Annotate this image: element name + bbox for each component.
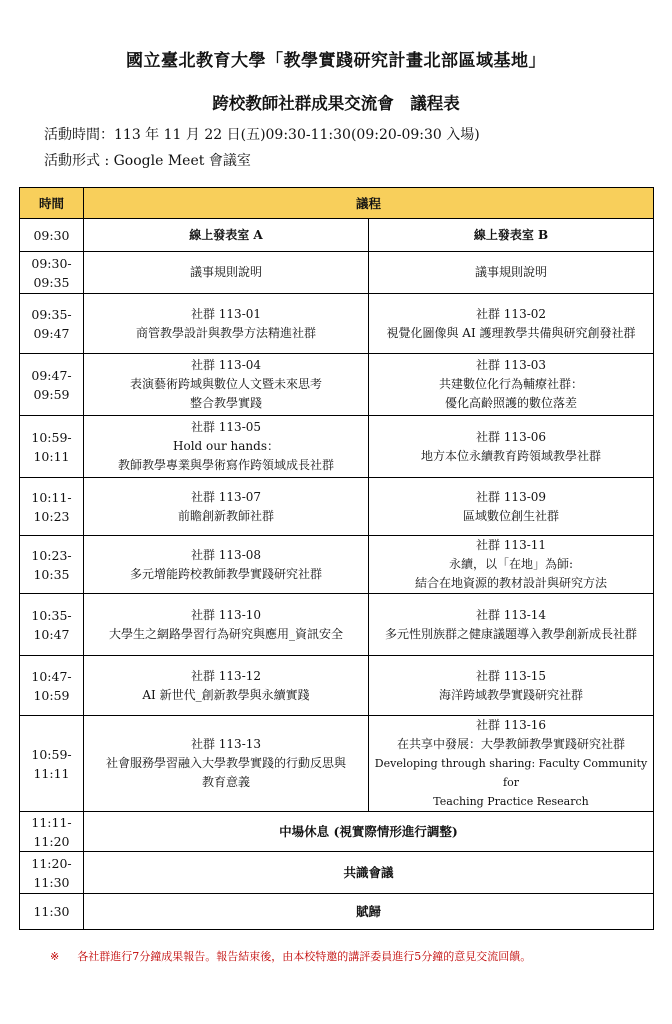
time-cell [20, 594, 84, 656]
cell-line: 社群 113-14 [475, 607, 547, 622]
cell-line: 10:47- [31, 668, 72, 684]
cell-line: 11:11- [31, 814, 72, 830]
cell-line: 社群 113-04 [190, 358, 262, 372]
cell-line: 視覺化圖像與 AI 護理教學共備與研究創發社群 [386, 325, 636, 340]
cell-line: 11:30 [33, 904, 70, 919]
room-a-cell [84, 716, 369, 812]
cell-line: 線上發表室 A [189, 227, 263, 242]
cell-line: 09:30- [31, 255, 72, 271]
cell-line: 表演藝術跨域與數位人文暨未來思考 [129, 377, 322, 391]
time-cell [20, 219, 84, 252]
cell-line: 社群 113-01 [190, 306, 262, 321]
cell-line: 10:11- [31, 489, 72, 505]
table-row [20, 252, 654, 294]
room-b-cell [369, 219, 654, 252]
room-b-cell [369, 716, 654, 812]
cell-line: 海洋跨域教學實踐研究社群 [439, 687, 584, 702]
cell-line: 11:11 [33, 765, 70, 781]
cell-line: 11:20 [33, 833, 70, 849]
room-b-cell [369, 594, 654, 656]
table-row [20, 416, 654, 478]
room-a-cell [84, 354, 369, 416]
cell-line: 商管教學設計與教學方法精進社群 [135, 325, 316, 340]
cell-line: 優化高齡照護的數位落差 [445, 396, 578, 410]
cell-line: 議事規則說明 [475, 265, 548, 279]
cell-line: 結合在地資源的教材設計與研究方法 [415, 576, 608, 590]
document-subtitle: 跨校教師社群成果交流會 議程表 [212, 94, 460, 113]
cell-line: 社群 113-02 [475, 306, 547, 321]
full-width-agenda-cell: 共識會議 [84, 852, 654, 894]
cell-line: Hold our hands： [173, 439, 279, 453]
cell-line: 09:35- [31, 306, 72, 322]
time-cell [20, 354, 84, 416]
cell-line: Developing through sharing: Faculty Community for [374, 757, 648, 789]
cell-line: 社群 113-10 [190, 607, 262, 622]
room-a-cell [84, 294, 369, 354]
time-cell [20, 716, 84, 812]
document-title: 國立臺北教育大學「教學實踐研究計畫北部區域基地」 [126, 51, 546, 71]
cell-line: 10:23- [31, 547, 72, 563]
room-b-cell [369, 354, 654, 416]
cell-line: 區域數位創生社群 [463, 508, 560, 523]
cell-line: 社群 113-03 [475, 358, 547, 372]
cell-line: 10:47 [33, 626, 70, 642]
time-cell [20, 812, 84, 852]
cell-line: 社群 113-16 [475, 718, 547, 732]
cell-line: 09:47 [33, 325, 70, 341]
cell-line: 社群 113-08 [190, 547, 262, 562]
room-b-cell [369, 656, 654, 716]
cell-line: 教育意義 [201, 775, 250, 789]
cell-line: 社群 113-11 [475, 538, 547, 552]
cell-line: 09:30 [33, 227, 70, 243]
table-row [20, 294, 654, 354]
cell-line: 10:11 [33, 448, 70, 464]
table-row [20, 894, 654, 930]
cell-line: 社群 113-15 [475, 668, 547, 683]
cell-line: 議事規則說明 [189, 265, 262, 279]
table-header-row [20, 188, 654, 219]
cell-line: 10:59- [31, 746, 72, 762]
room-a-cell [84, 478, 369, 536]
cell-line: 社群 113-09 [475, 489, 547, 504]
cell-line: 在共享中發展：大學教師教學實踐研究社群 [397, 737, 626, 751]
cell-line: Teaching Practice Research [433, 795, 589, 808]
room-a-cell [84, 656, 369, 716]
cell-line: 10:59- [31, 429, 72, 445]
time-cell [20, 656, 84, 716]
cell-line: 多元增能跨校教師教學實踐研究社群 [129, 566, 322, 581]
full-width-agenda-cell: 中場休息 (視實際情形進行調整) [84, 812, 654, 852]
cell-line: 永續，以「在地」為師: [448, 557, 574, 571]
cell-line: 09:47- [31, 367, 72, 383]
room-a-cell [84, 594, 369, 656]
footnote [50, 948, 531, 964]
cell-line: 大學生之網路學習行為研究與應用_資訊安全 [108, 626, 343, 641]
room-a-cell [84, 416, 369, 478]
time-cell [20, 894, 84, 930]
time-cell [20, 536, 84, 594]
cell-line: 11:20- [31, 855, 72, 871]
cell-line: 社群 113-12 [190, 668, 262, 683]
cell-line: 線上發表室 B [473, 227, 549, 242]
header-time: 時間 [20, 188, 84, 219]
cell-line: 09:35 [33, 274, 70, 290]
cell-line: 社會服務學習融入大學教學實踐的行動反思與 [105, 756, 346, 770]
time-cell [20, 416, 84, 478]
table-row [20, 716, 654, 812]
table-row [20, 656, 654, 716]
cell-line: 共建數位化行為輔療社群： [439, 377, 584, 391]
room-b-cell [369, 294, 654, 354]
cell-line: 教師教學專業與學術寫作跨領域成長社群 [117, 458, 334, 472]
room-a-cell [84, 252, 369, 294]
table-row [20, 852, 654, 894]
event-time: 活動時間：113 年 11 月 22 日(五)09:30-11:30(09:20-09:30 入場) [44, 127, 480, 143]
time-cell [20, 294, 84, 354]
room-b-cell [369, 416, 654, 478]
cell-line: 前瞻創新教師社群 [177, 508, 274, 523]
cell-line: 整合教學實踐 [189, 396, 262, 410]
footnote-text: 各社群進行7分鐘成果報告。報告結束後，由本校特邀的講評委員進行5分鐘的意見交流回饋。 [77, 950, 532, 963]
table-row [20, 478, 654, 536]
cell-line: 社群 113-06 [475, 429, 547, 444]
room-a-cell [84, 536, 369, 594]
table-row [20, 354, 654, 416]
footnote-mark: ※ [50, 950, 60, 963]
room-a-cell [84, 219, 369, 252]
cell-line: 10:59 [33, 687, 70, 703]
cell-line: 社群 113-05 [190, 420, 262, 434]
header-agenda: 議程 [84, 188, 654, 219]
room-b-cell [369, 536, 654, 594]
time-cell [20, 478, 84, 536]
room-b-cell [369, 252, 654, 294]
time-cell [20, 852, 84, 894]
cell-line: 社群 113-13 [190, 737, 262, 751]
table-row [20, 594, 654, 656]
time-cell [20, 252, 84, 294]
cell-line: 地方本位永續教育跨領域教學社群 [421, 448, 602, 463]
cell-line: 社群 113-07 [190, 489, 262, 504]
table-row [20, 812, 654, 852]
cell-line: 多元性別族群之健康議題導入教學創新成長社群 [385, 626, 638, 641]
agenda-table [19, 187, 654, 930]
cell-line: 09:59 [33, 386, 70, 402]
cell-line: 11:30 [33, 874, 70, 890]
cell-line: 10:35 [33, 566, 70, 582]
table-row [20, 219, 654, 252]
full-width-agenda-cell: 賦歸 [84, 894, 654, 930]
cell-line: 10:23 [33, 508, 70, 524]
table-row [20, 536, 654, 594]
room-b-cell [369, 478, 654, 536]
cell-line: 10:35- [31, 607, 72, 623]
event-format: 活動形式 : Google Meet 會議室 [44, 153, 251, 169]
cell-line: AI 新世代_創新教學與永續實踐 [142, 687, 310, 702]
